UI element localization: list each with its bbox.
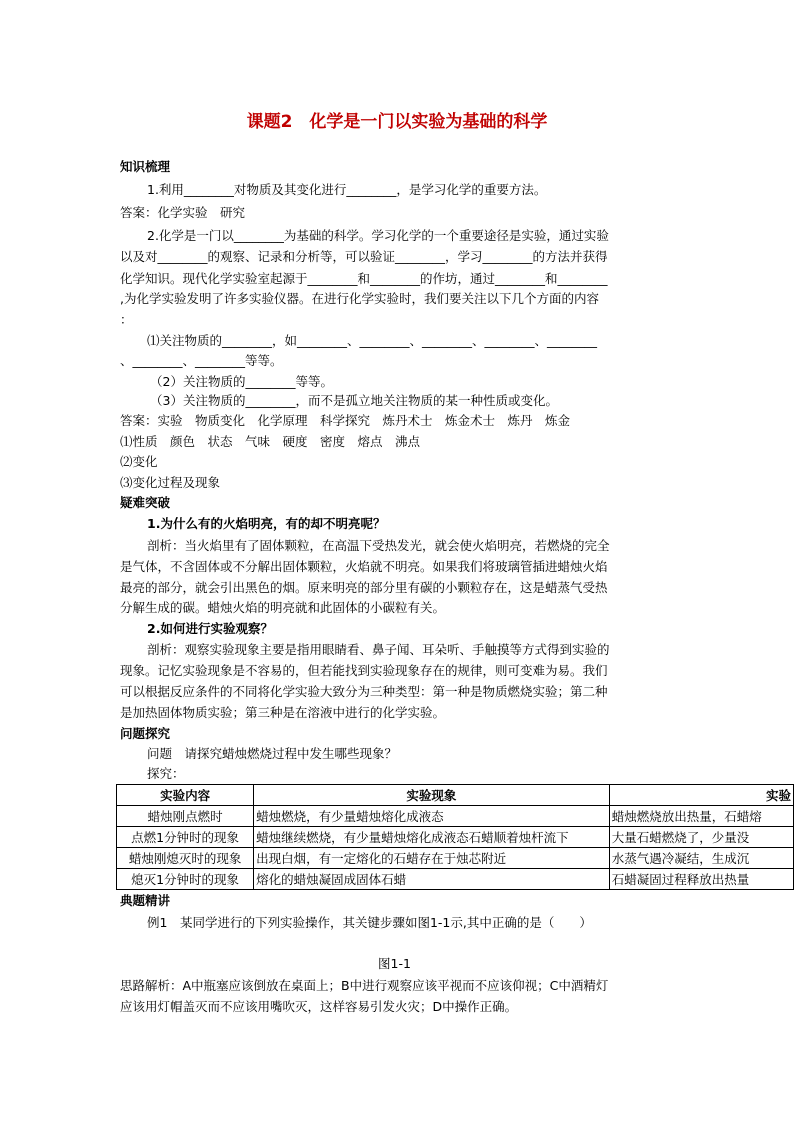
analysis-line: 是加热固体物质实验；第三种是在溶液中进行的化学实验。 — [120, 705, 446, 720]
table-header: 实验现象 — [254, 785, 610, 806]
table-cell: 点燃1分钟时的现象 — [117, 827, 254, 848]
analysis-line: 现象。记忆实验现象是不容易的，但若能找到实验现象存在的规律，则可变难为易。我们 — [120, 663, 608, 678]
inquiry-question: 问题 请探究蜡烛燃烧过程中发生哪些现象？ — [147, 746, 398, 761]
q2-line: 2.化学是一门以________为基础的科学。学习化学的一个重要途径是实验，通过实验 — [147, 228, 609, 243]
section-inquiry: 问题探究 — [120, 726, 171, 741]
table-cell: 大量石蜡燃烧了，少量没 — [609, 827, 793, 848]
example-analysis: 思路解析：A中瓶塞应该倒放在桌面上；B中进行观察应该平视而不应该仰视；C中酒精灯 — [120, 978, 609, 993]
analysis-line: 应该用灯帽盖灭而不应该用嘴吹灭，这样容易引发火灾；D中操作正确。 — [120, 999, 518, 1014]
page-title: 课题2 化学是一门以实验为基础的科学 — [246, 112, 548, 132]
q2-line: 化学知识。现代化学实验室起源于________和________的作坊，通过________和________ — [120, 271, 608, 286]
table-cell: 蜡烛刚熄灭时的现象 — [117, 848, 254, 869]
q2-item: （2）关注物质的________等等。 — [150, 374, 333, 389]
table-cell: 熔化的蜡烛凝固成固体石蜡 — [254, 869, 610, 890]
q2-line: 以及对________的观察、记录和分析等，可以验证________，学习________的方法并获得 — [120, 249, 608, 264]
difficulty-analysis-2: 剖析：观察实验现象主要是指用眼睛看、鼻子闻、耳朵听、手触摸等方式得到实验的 — [147, 642, 610, 657]
answer-2: 答案：实验 物质变化 化学原理 科学探究 炼丹术士 炼金术士 炼丹 炼金 — [120, 413, 571, 428]
q2-line: ： — [120, 312, 133, 327]
table-cell: 水蒸气遇冷凝结，生成沉 — [609, 848, 793, 869]
section-knowledge: 知识梳理 — [120, 159, 171, 174]
table-header-row — [117, 785, 794, 806]
answer-2-line: ⑴性质 颜色 状态 气味 硬度 密度 熔点 沸点 — [120, 434, 421, 449]
answer-2-line: ⑶变化过程及现象 — [120, 475, 221, 490]
table-header: 实验内容 — [117, 785, 254, 806]
q2-item: 、________、________等等。 — [120, 353, 283, 368]
table-row — [117, 827, 794, 848]
table-row — [117, 869, 794, 890]
inquiry-label: 探究： — [147, 766, 185, 781]
table-row — [117, 806, 794, 827]
q2-item: （3）关注物质的________，而不是孤立地关注物质的某一种性质或变化。 — [150, 393, 558, 408]
table-header: 实验 — [609, 785, 793, 806]
table-cell: 蜡烛刚点燃时 — [117, 806, 254, 827]
difficulty-question-1: 1.为什么有的火焰明亮，有的却不明亮呢？ — [147, 516, 386, 531]
analysis-line: 可以根据反应条件的不同将化学实验大致分为三种类型：第一种是物质燃烧实验；第二种 — [120, 684, 608, 699]
difficulty-analysis-1: 剖析：当火焰里有了固体颗粒，在高温下受热发光，就会使火焰明亮，若燃烧的完全 — [147, 538, 610, 553]
table-cell: 蜡烛燃烧，有少量蜡烛熔化成液态 — [254, 806, 610, 827]
analysis-line: 最亮的部分，就会引出黑色的烟。原来明亮的部分里有碳的小颗粒存在，这是蜡蒸气受热 — [120, 580, 608, 595]
table-cell: 蜡烛燃烧放出热量，石蜡熔 — [609, 806, 793, 827]
q2-item: ⑴关注物质的________，如________、________、________、________、________ — [147, 333, 598, 348]
q2-line: ,为化学实验发明了许多实验仪器。在进行化学实验时，我们要关注以下几个方面的内容 — [120, 291, 599, 306]
table-cell: 石蜡凝固过程释放出热量 — [609, 869, 793, 890]
section-difficulty: 疑难突破 — [120, 495, 171, 510]
analysis-line: 是气体，不含固体或不分解出固体颗粒，火焰就不明亮。如果我们将玻璃管插进蜡烛火焰 — [120, 559, 608, 574]
difficulty-question-2: 2.如何进行实验观察？ — [147, 621, 273, 636]
section-examples: 典题精讲 — [120, 893, 171, 908]
table-cell: 出现白烟，有一定熔化的石蜡存在于烛芯附近 — [254, 848, 610, 869]
experiment-table — [116, 784, 794, 890]
table-cell: 熄灭1分钟时的现象 — [117, 869, 254, 890]
table-cell: 蜡烛继续燃烧，有少量蜡烛熔化成液态石蜡顺着烛杆流下 — [254, 827, 610, 848]
question-1: 1.利用________对物质及其变化进行________，是学习化学的重要方法。 — [147, 182, 547, 197]
table-row — [117, 848, 794, 869]
figure-caption: 图1-1 — [378, 956, 411, 971]
answer-1: 答案：化学实验 研究 — [120, 205, 246, 220]
example-1: 例1 某同学进行的下列实验操作，其关键步骤如图1-1示,其中正确的是（ ） — [147, 915, 592, 930]
answer-2-line: ⑵变化 — [120, 454, 158, 469]
analysis-line: 分解生成的碳。蜡烛火焰的明亮就和此固体的小碳粒有关。 — [120, 600, 446, 615]
